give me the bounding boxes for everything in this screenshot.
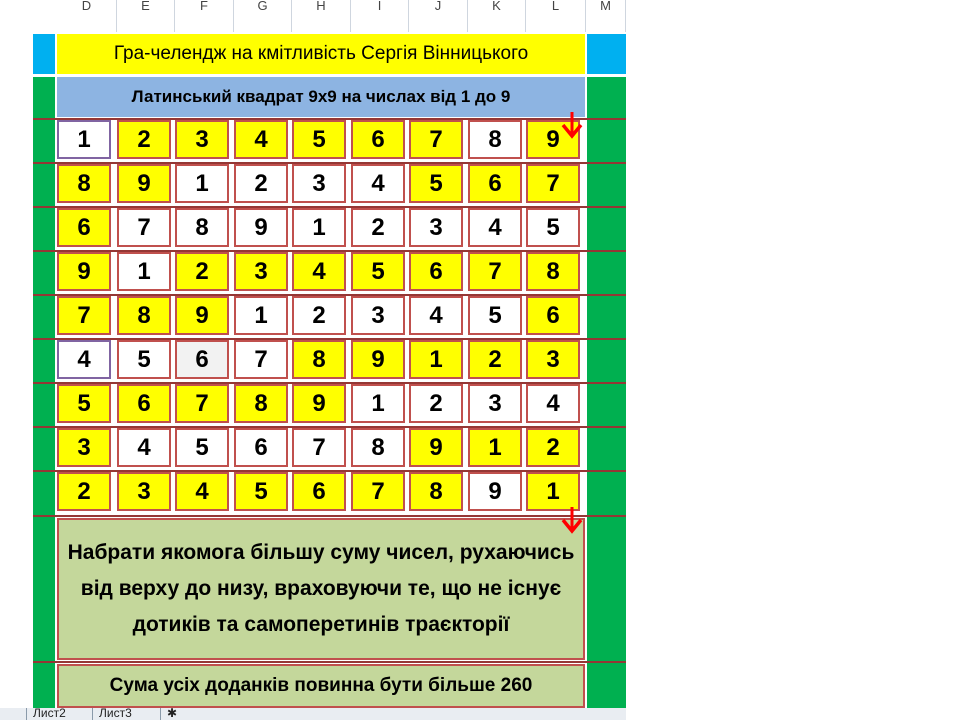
grid-cell-r1-c2[interactable]: 2 xyxy=(117,120,171,159)
down-arrow-icon xyxy=(560,110,584,140)
grid-cell-r8-c8[interactable]: 1 xyxy=(468,428,522,467)
grid-cell-r4-c6[interactable]: 5 xyxy=(351,252,405,291)
grid-cell-r1-c8[interactable]: 8 xyxy=(468,120,522,159)
grid-cell-r2-c8[interactable]: 6 xyxy=(468,164,522,203)
grid-cell-r9-c3[interactable]: 4 xyxy=(175,472,229,511)
rules-cell[interactable]: Набрати якомога більшу суму чисел, рухаючись від верху до низу, враховуючи те, що не існує дотиків та самоперетинів траєкторії xyxy=(57,518,585,660)
column-header-bar xyxy=(0,0,626,32)
grid-cell-r4-c5[interactable]: 4 xyxy=(292,252,346,291)
grid-cell-r2-c6[interactable]: 4 xyxy=(351,164,405,203)
grid-cell-r5-c2[interactable]: 8 xyxy=(117,296,171,335)
grid-cell-r2-c7[interactable]: 5 xyxy=(409,164,463,203)
grid-cell-r9-c4[interactable]: 5 xyxy=(234,472,288,511)
grid-cell-r3-c5[interactable]: 1 xyxy=(292,208,346,247)
grid-cell-r6-c1[interactable]: 4 xyxy=(57,340,111,379)
grid-cell-r4-c2[interactable]: 1 xyxy=(117,252,171,291)
latin-square-grid xyxy=(57,120,585,516)
grid-cell-r1-c3[interactable]: 3 xyxy=(175,120,229,159)
grid-cell-r7-c8[interactable]: 3 xyxy=(468,384,522,423)
grid-cell-r3-c7[interactable]: 3 xyxy=(409,208,463,247)
grid-cell-r8-c2[interactable]: 4 xyxy=(117,428,171,467)
grid-cell-r7-c1[interactable]: 5 xyxy=(57,384,111,423)
column-header-i[interactable]: I xyxy=(351,0,409,32)
grid-cell-r7-c3[interactable]: 7 xyxy=(175,384,229,423)
grid-cell-r3-c1[interactable]: 6 xyxy=(57,208,111,247)
grid-cell-r5-c3[interactable]: 9 xyxy=(175,296,229,335)
column-header-e[interactable]: E xyxy=(117,0,175,32)
grid-cell-r5-c9[interactable]: 6 xyxy=(526,296,580,335)
column-header-l[interactable]: L xyxy=(526,0,586,32)
grid-cell-r5-c4[interactable]: 1 xyxy=(234,296,288,335)
sum-requirement-cell[interactable]: Сума усіх доданків повинна бути більше 260 xyxy=(57,664,585,708)
grid-cell-r5-c5[interactable]: 2 xyxy=(292,296,346,335)
grid-cell-r2-c2[interactable]: 9 xyxy=(117,164,171,203)
grid-cell-r2-c9[interactable]: 7 xyxy=(526,164,580,203)
grid-cell-r1-c9[interactable]: 9 xyxy=(526,120,580,159)
right-blue-cell xyxy=(587,34,626,74)
grid-cell-r9-c5[interactable]: 6 xyxy=(292,472,346,511)
subtitle-cell[interactable]: Латинський квадрат 9х9 на числах від 1 до 9 xyxy=(57,77,585,117)
grid-cell-r6-c2[interactable]: 5 xyxy=(117,340,171,379)
grid-cell-r2-c3[interactable]: 1 xyxy=(175,164,229,203)
grid-cell-r5-c6[interactable]: 3 xyxy=(351,296,405,335)
grid-cell-r6-c5[interactable]: 8 xyxy=(292,340,346,379)
grid-cell-r1-c4[interactable]: 4 xyxy=(234,120,288,159)
grid-cell-r1-c6[interactable]: 6 xyxy=(351,120,405,159)
grid-cell-r4-c7[interactable]: 6 xyxy=(409,252,463,291)
grid-cell-r7-c4[interactable]: 8 xyxy=(234,384,288,423)
title-cell[interactable]: Гра-челендж на кмітливість Сергія Вінницького xyxy=(57,34,585,74)
grid-cell-r8-c9[interactable]: 2 xyxy=(526,428,580,467)
grid-cell-r2-c4[interactable]: 2 xyxy=(234,164,288,203)
grid-cell-r1-c7[interactable]: 7 xyxy=(409,120,463,159)
grid-cell-r6-c9[interactable]: 3 xyxy=(526,340,580,379)
right-green-column xyxy=(587,77,626,708)
grid-cell-r7-c7[interactable]: 2 xyxy=(409,384,463,423)
sheet-tab-bar xyxy=(0,708,626,720)
grid-cell-r8-c4[interactable]: 6 xyxy=(234,428,288,467)
grid-cell-r4-c1[interactable]: 9 xyxy=(57,252,111,291)
grid-cell-r4-c4[interactable]: 3 xyxy=(234,252,288,291)
grid-cell-r6-c7[interactable]: 1 xyxy=(409,340,463,379)
grid-cell-r1-c1[interactable]: 1 xyxy=(57,120,111,159)
grid-cell-r3-c9[interactable]: 5 xyxy=(526,208,580,247)
column-header-j[interactable]: J xyxy=(409,0,468,32)
grid-cell-r8-c5[interactable]: 7 xyxy=(292,428,346,467)
down-arrow-icon xyxy=(560,505,584,535)
column-header-f[interactable]: F xyxy=(175,0,234,32)
grid-cell-r9-c7[interactable]: 8 xyxy=(409,472,463,511)
grid-cell-r3-c6[interactable]: 2 xyxy=(351,208,405,247)
grid-cell-r2-c1[interactable]: 8 xyxy=(57,164,111,203)
grid-cell-r3-c8[interactable]: 4 xyxy=(468,208,522,247)
grid-cell-r9-c1[interactable]: 2 xyxy=(57,472,111,511)
grid-cell-r5-c1[interactable]: 7 xyxy=(57,296,111,335)
grid-cell-r1-c5[interactable]: 5 xyxy=(292,120,346,159)
column-header-k[interactable]: K xyxy=(468,0,526,32)
left-blue-cell xyxy=(33,34,55,74)
grid-cell-r4-c9[interactable]: 8 xyxy=(526,252,580,291)
grid-cell-r7-c5[interactable]: 9 xyxy=(292,384,346,423)
grid-cell-r7-c2[interactable]: 6 xyxy=(117,384,171,423)
grid-cell-r5-c8[interactable]: 5 xyxy=(468,296,522,335)
grid-cell-r5-c7[interactable]: 4 xyxy=(409,296,463,335)
grid-cell-r7-c9[interactable]: 4 xyxy=(526,384,580,423)
grid-cell-r6-c4[interactable]: 7 xyxy=(234,340,288,379)
grid-cell-r8-c6[interactable]: 8 xyxy=(351,428,405,467)
grid-cell-r4-c3[interactable]: 2 xyxy=(175,252,229,291)
grid-cell-r6-c8[interactable]: 2 xyxy=(468,340,522,379)
grid-cell-r4-c8[interactable]: 7 xyxy=(468,252,522,291)
new-sheet-icon[interactable]: ✱ xyxy=(160,708,195,720)
column-header-h[interactable]: H xyxy=(292,0,351,32)
row-separator xyxy=(33,661,626,663)
grid-cell-r3-c2[interactable]: 7 xyxy=(117,208,171,247)
grid-cell-r7-c6[interactable]: 1 xyxy=(351,384,405,423)
grid-cell-r8-c1[interactable]: 3 xyxy=(57,428,111,467)
column-header-g[interactable]: G xyxy=(234,0,292,32)
grid-cell-r9-c6[interactable]: 7 xyxy=(351,472,405,511)
grid-cell-r6-c3[interactable]: 6 xyxy=(175,340,229,379)
left-green-column xyxy=(33,77,55,708)
grid-cell-r6-c6[interactable]: 9 xyxy=(351,340,405,379)
column-header-m[interactable]: M xyxy=(586,0,626,32)
grid-cell-r3-c4[interactable]: 9 xyxy=(234,208,288,247)
grid-cell-r9-c8[interactable]: 9 xyxy=(468,472,522,511)
grid-cell-r8-c3[interactable]: 5 xyxy=(175,428,229,467)
sheet-tab-list3[interactable]: Лист3 xyxy=(92,708,138,720)
grid-cell-r2-c5[interactable]: 3 xyxy=(292,164,346,203)
grid-cell-r3-c3[interactable]: 8 xyxy=(175,208,229,247)
sheet-tab-list2[interactable]: Лист2 xyxy=(26,708,72,720)
grid-cell-r8-c7[interactable]: 9 xyxy=(409,428,463,467)
grid-cell-r9-c9[interactable]: 1 xyxy=(526,472,580,511)
column-header-d[interactable]: D xyxy=(57,0,117,32)
grid-cell-r9-c2[interactable]: 3 xyxy=(117,472,171,511)
